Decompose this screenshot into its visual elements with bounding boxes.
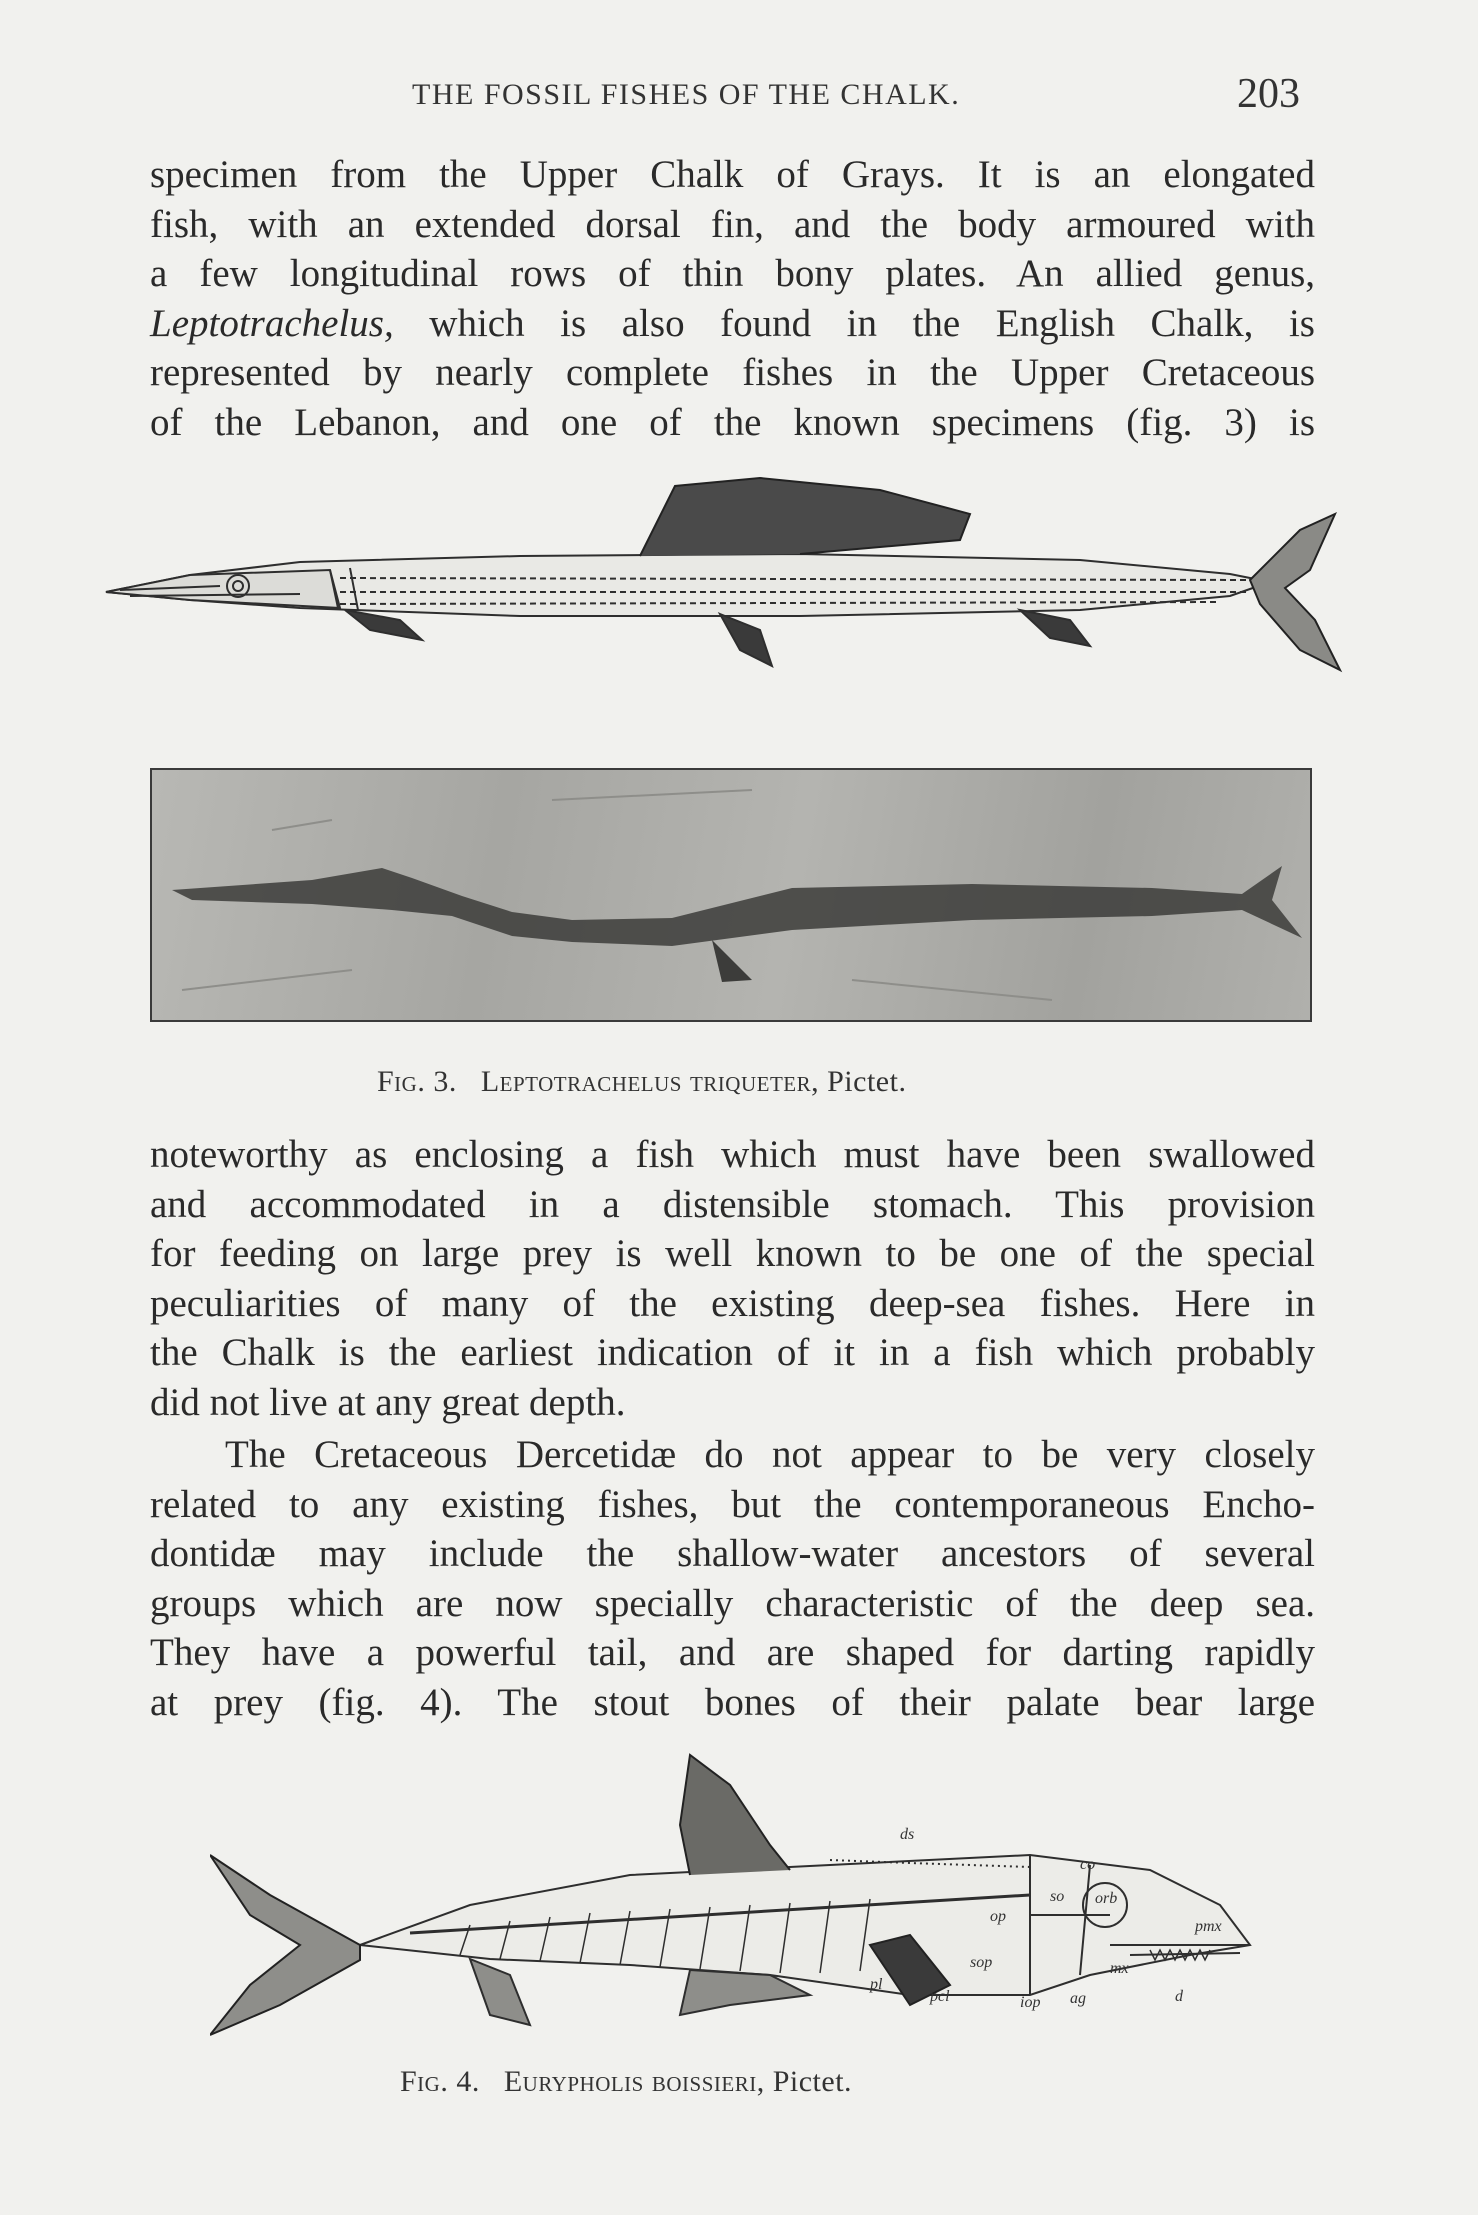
label-so: so: [1050, 1888, 1065, 1905]
genus-name: Leptotrachelus,: [150, 301, 394, 345]
author-name: Pictet.: [827, 1065, 907, 1098]
text-line: a few longitudinal rows of thin bony plates. An allied genus,: [150, 252, 1315, 295]
text-line: They have a powerful tail, and are shaped for darting rapidly: [150, 1631, 1315, 1674]
label-mx: mx: [1110, 1960, 1129, 1977]
label-pl: pl: [870, 1976, 883, 1993]
text-line: noteworthy as enclosing a fish which must have been swallowed: [150, 1133, 1315, 1176]
figure-3-photograph: [150, 768, 1312, 1022]
author-name: Pictet.: [772, 2065, 853, 2098]
text-line: for feeding on large prey is well known to be one of the special: [150, 1232, 1315, 1275]
label-op: op: [990, 1908, 1006, 1925]
text-line: did not live at any great depth.: [150, 1380, 626, 1424]
label-orb: orb: [1095, 1890, 1118, 1907]
text-line: represented by nearly complete fishes in the Upper Cretaceous: [150, 351, 1315, 394]
text-line: at prey (fig. 4). The stout bones of their palate bear large: [150, 1680, 1315, 1724]
label-pmx: pmx: [1195, 1918, 1222, 1935]
label-co: co: [1080, 1856, 1096, 1873]
label-d: d: [1175, 1988, 1183, 2005]
page-number: 203: [1237, 71, 1300, 117]
label-ag: ag: [1070, 1990, 1086, 2007]
running-head: [150, 68, 1300, 128]
figure-4-caption: [400, 2065, 852, 2099]
text-line: and accommodated in a distensible stomach. This provision: [150, 1182, 1315, 1226]
label-pcl: pcl: [930, 1988, 950, 2005]
label-sop: sop: [970, 1954, 993, 1971]
text-line: related to any existing fishes, but the contemporaneous Encho-: [150, 1482, 1315, 1526]
label-ds: ds: [900, 1826, 915, 1843]
figure-number: Fig. 3.: [377, 1065, 457, 1098]
figure-3-drawing: [100, 470, 1350, 710]
text-fragment: which is also found in the English Chalk, is: [429, 301, 1315, 345]
figure-number: Fig. 4.: [400, 2065, 480, 2098]
figure-4-drawing: [210, 1745, 1270, 2045]
running-title: THE FOSSIL FISHES OF THE CHALK.: [412, 78, 961, 111]
leptotrachelus-drawing: [100, 470, 1350, 710]
figure-3-caption: [377, 1065, 906, 1099]
species-name: Eurypholis boissieri,: [503, 2065, 765, 2098]
text-line: dontidæ may include the shallow-water ancestors of several: [150, 1532, 1315, 1575]
eurypholis-drawing: [210, 1745, 1270, 2045]
species-name: Leptotrachelus triqueter,: [480, 1065, 820, 1098]
paragraph-3: [150, 1430, 1315, 1727]
label-iop: iop: [1020, 1994, 1041, 2011]
paragraph-2: [150, 1130, 1315, 1427]
text-line: specimen from the Upper Chalk of Grays. It is an elongated: [150, 153, 1315, 196]
fossil-photo-drawing: [152, 770, 1310, 1020]
text-line: peculiarities of many of the existing deep-sea fishes. Here in: [150, 1281, 1315, 1325]
text-line: the Chalk is the earliest indication of it in a fish which probably: [150, 1331, 1315, 1374]
text-line: fish, with an extended dorsal fin, and the body armoured with: [150, 202, 1315, 246]
text-line: of the Lebanon, and one of the known specimens (fig. 3) is: [150, 400, 1315, 444]
text-line: groups which are now specially characteristic of the deep sea.: [150, 1581, 1315, 1625]
text-line-with-genus: [150, 299, 1315, 349]
paragraph-1: [150, 150, 1315, 447]
text-line: The Cretaceous Dercetidæ do not appear to be very closely: [225, 1433, 1315, 1476]
